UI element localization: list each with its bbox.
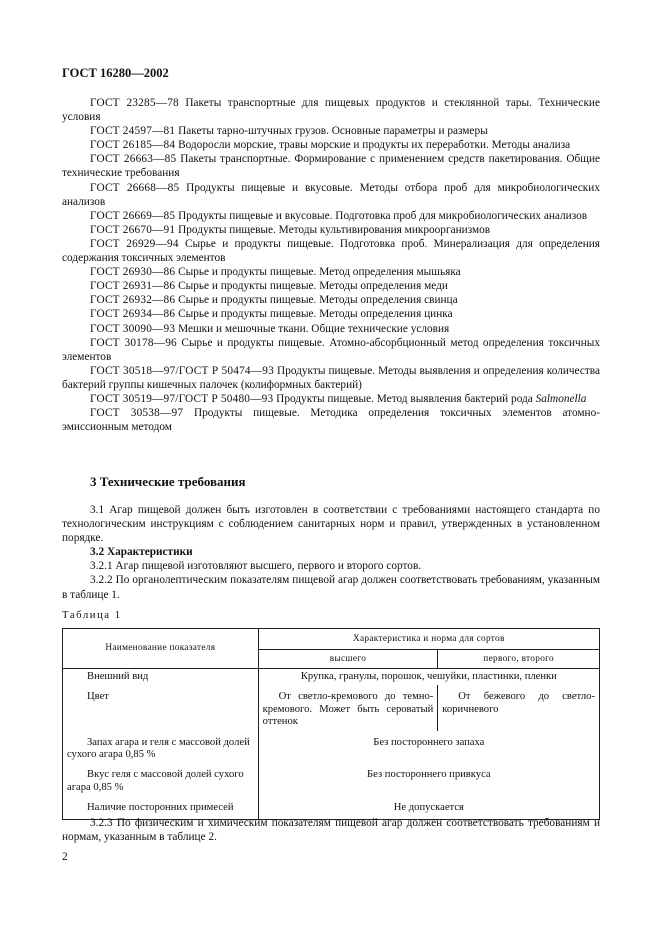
reference-item: ГОСТ 26934—86 Сырье и продукты пищевые. Методы определения цинка bbox=[90, 308, 453, 321]
organoleptic-table bbox=[62, 628, 600, 820]
reference-item: ГОСТ 30178—96 Сырье и продукты пищевые. Атомно-абсорбционный метод определения токсичных элементов bbox=[62, 336, 600, 363]
reference-item: ГОСТ 30090—93 Мешки и мешочные ткани. Общие технические условия bbox=[90, 322, 450, 335]
reference-item: ГОСТ 24597—81 Пакеты тарно-штучных грузов. Основные параметры и размеры bbox=[90, 125, 488, 138]
section-body-continued bbox=[62, 816, 600, 844]
column-header-group: Характеристика и норма для сортов bbox=[258, 629, 599, 650]
reference-item: ГОСТ 26931—86 Сырье и продукты пищевые. Методы определения меди bbox=[90, 280, 448, 293]
document-header: ГОСТ 16280—2002 bbox=[62, 66, 169, 80]
row-name: Наличие посторонних примесей bbox=[63, 796, 259, 819]
table-row bbox=[63, 731, 600, 764]
reference-item: ГОСТ 30518—97/ГОСТ Р 50474—93 Продукты пищевые. Методы выявления и определения количества бактерий группы кишечных палочек (колиформных бактерий) bbox=[62, 364, 601, 391]
reference-item: ГОСТ 26669—85 Продукты пищевые и вкусовые. Подготовка проб для микробиологических анализов bbox=[90, 209, 588, 222]
column-header-indicator: Наименование показателя bbox=[63, 629, 259, 669]
normative-references bbox=[62, 96, 600, 434]
row-name: Вкус геля с массовой долей сухого агара 0,85 % bbox=[63, 763, 259, 796]
reference-item: ГОСТ 26668—85 Продукты пищевые и вкусовые. Методы отбора проб для микробиологических анализов bbox=[62, 181, 600, 208]
reference-item: ГОСТ 30538—97 Продукты пищевые. Методика определения токсичных элементов атомно-эмиссионным методом bbox=[62, 407, 601, 434]
reference-item: ГОСТ 26930—86 Сырье и продукты пищевые. Метод определения мышьяка bbox=[90, 266, 461, 279]
page-number: 2 bbox=[62, 851, 68, 863]
reference-item: ГОСТ 23285—78 Пакеты транспортные для пищевых продуктов и стеклянной тары. Технические условия bbox=[62, 97, 600, 124]
paragraph-3-2-3: 3.2.3 По физическим и химическим показателям пищевой агар должен соответствовать требованиям и нормам, указанным в таблице 2. bbox=[62, 817, 600, 844]
reference-item: ГОСТ 26932—86 Сырье и продукты пищевые. Методы определения свинца bbox=[90, 294, 458, 307]
table-row bbox=[63, 685, 600, 730]
column-header-first-second: первого, второго bbox=[438, 650, 600, 669]
section-body bbox=[62, 503, 600, 602]
paragraph-3-1: 3.1 Агар пищевой должен быть изготовлен в соответствии с требованиями настоящего стандарта по технологическим инструкциям с соблюдением санитарных норм и правил, утвержденных в установленном порядке. bbox=[62, 504, 600, 545]
table-row bbox=[63, 669, 600, 686]
row-value-first-second: От бежевого до светло-коричневого bbox=[438, 685, 600, 730]
row-name: Запах агара и геля с массовой долей сухого агара 0,85 % bbox=[63, 731, 259, 764]
row-value-high: От светло-кремового до темно-кремового. Может быть сероватый оттенок bbox=[258, 685, 438, 730]
subsection-heading: 3.2 Характеристики bbox=[90, 546, 193, 559]
row-value: Не допускается bbox=[258, 796, 599, 819]
row-name: Цвет bbox=[63, 685, 259, 730]
reference-item: ГОСТ 30519—97/ГОСТ Р 50480—93 Продукты пищевые. Метод выявления бактерий рода Salmonella bbox=[90, 392, 587, 405]
row-value: Без постороннего привкуса bbox=[258, 763, 599, 796]
row-value: Без постороннего запаха bbox=[258, 731, 599, 764]
reference-item: ГОСТ 26670—91 Продукты пищевые. Методы культивирования микроорганизмов bbox=[90, 223, 491, 236]
reference-item: ГОСТ 26185—84 Водоросли морские, травы морские и продукты их переработки. Методы анализа bbox=[90, 139, 571, 152]
paragraph-3-2-2: 3.2.2 По органолептическим показателям пищевой агар должен соответствовать требованиям, указанным в таблице 1. bbox=[62, 574, 600, 601]
section-title: 3 Технические требования bbox=[90, 474, 246, 489]
table-row bbox=[63, 763, 600, 796]
column-header-high: высшего bbox=[258, 650, 438, 669]
table-caption: Таблица 1 bbox=[62, 609, 122, 621]
reference-item: ГОСТ 26663—85 Пакеты транспортные. Формирование с применением средств пакетирования. Общие технические требования bbox=[62, 153, 601, 180]
paragraph-3-2-1: 3.2.1 Агар пищевой изготовляют высшего, первого и второго сортов. bbox=[90, 560, 422, 573]
reference-item: ГОСТ 26929—94 Сырье и продукты пищевые. Подготовка проб. Минерализация для определения содержания токсичных элементов bbox=[62, 237, 600, 265]
row-value: Крупка, гранулы, порошок, чешуйки, пластинки, пленки bbox=[258, 669, 599, 686]
row-name: Внешний вид bbox=[63, 669, 259, 686]
